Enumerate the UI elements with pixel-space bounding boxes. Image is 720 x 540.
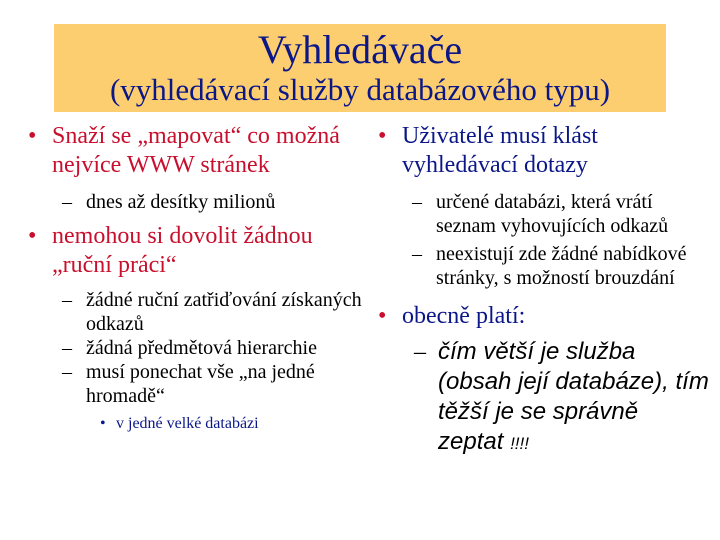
- dash-icon: –: [62, 361, 72, 383]
- dash-icon: –: [62, 191, 72, 213]
- sub-item-text: žádné ruční zatřiďování získaných odkazů: [86, 289, 362, 335]
- bullet-icon: •: [28, 223, 37, 249]
- dash-icon: –: [62, 289, 72, 311]
- sub-item: [374, 242, 710, 290]
- bullet-rucni-prace: [24, 222, 364, 280]
- sub-sub-item-text: v jedné velké databázi: [116, 415, 259, 432]
- bullet-text: Uživatelé musí klást vyhledávací dotazy: [402, 123, 598, 178]
- bullet-icon: •: [378, 303, 387, 329]
- slide-title: Vyhledávače: [257, 27, 463, 72]
- bullet-icon: •: [28, 123, 37, 149]
- slide-subtitle: (vyhledávací služby databázového typu): [109, 72, 611, 107]
- bullet-text: Snaží se „mapovat“ co možná nejvíce WWW stránek: [52, 123, 340, 178]
- dash-icon: –: [414, 339, 426, 365]
- left-column: [24, 122, 364, 434]
- bullet-dotazy: [374, 122, 710, 180]
- exclamation-tail: !!!!: [510, 434, 529, 453]
- sub-sub-item: [24, 414, 364, 434]
- bullet-icon: •: [100, 415, 106, 432]
- sub-item-text: neexistují zde žádné nabídkové stránky, s možností brouzdání: [436, 243, 687, 289]
- sub-item: [24, 288, 364, 336]
- sub-item: [24, 190, 364, 214]
- sub-item: [374, 190, 710, 238]
- bullet-text: nemohou si dovolit žádnou „ruční práci“: [52, 223, 313, 278]
- sub-item-emphasis: [374, 337, 710, 459]
- sub-item-text: žádná předmětová hierarchie: [86, 337, 317, 359]
- emphasis-text: čím větší je služba (obsah její databáze), tím těžší je se správně zeptat: [438, 338, 709, 455]
- dash-icon: –: [412, 243, 422, 265]
- sub-item: [24, 360, 364, 408]
- dash-icon: –: [62, 337, 72, 359]
- bullet-icon: •: [378, 123, 387, 149]
- sub-item-text: dnes až desítky milionů: [86, 191, 276, 213]
- sub-item: [24, 336, 364, 360]
- sub-item-text: musí ponechat vše „na jedné hromadě“: [86, 361, 315, 407]
- right-column: [374, 122, 710, 459]
- title-box: [54, 24, 666, 112]
- dash-icon: –: [412, 191, 422, 213]
- bullet-obecne-plati: [374, 302, 710, 331]
- bullet-text: obecně platí:: [402, 303, 526, 329]
- sub-item-text: určené databázi, která vrátí seznam vyhovujících odkazů: [436, 191, 669, 237]
- bullet-mapovat: [24, 122, 364, 180]
